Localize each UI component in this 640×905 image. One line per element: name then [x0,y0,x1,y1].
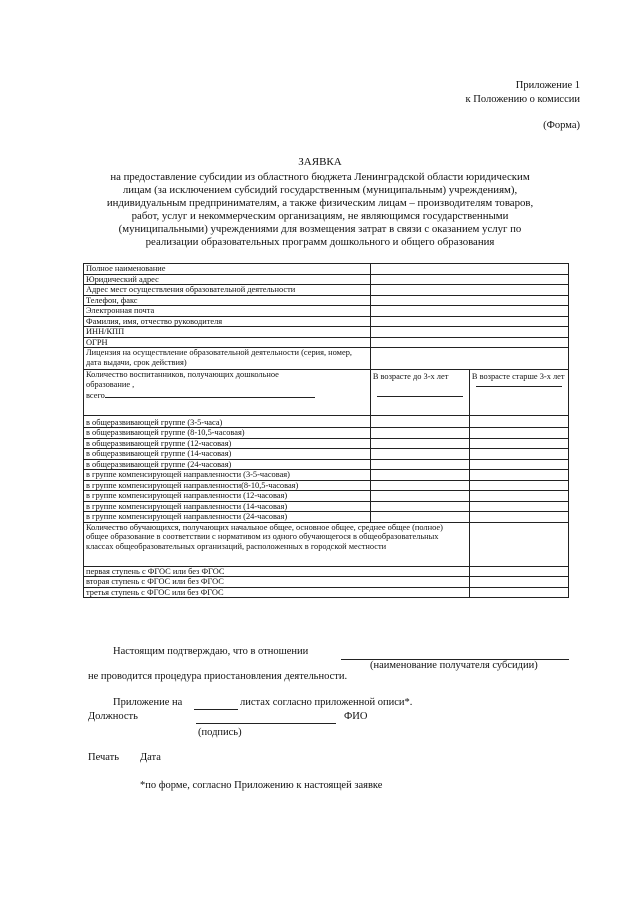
pupils-label-line: образование , [86,379,135,389]
row-label: Полное наименование [84,264,371,275]
table-row [84,348,569,370]
subtitle-line: (муниципальными) учреждениями для возмещения затрат в связи с оказанием услуг по [118,223,522,235]
regulation-reference: к Положению о комиссии [465,94,580,105]
row-label: Электронная почта [84,306,371,317]
value-cell[interactable] [469,449,568,460]
value-cell[interactable] [370,264,568,275]
group-label: в общеразвивающей группе (3-5-часа) [84,416,371,428]
signature-caption: (подпись) [198,727,242,738]
table-row-students [84,522,569,566]
appendix-number: Приложение 1 [515,80,580,91]
form-label: (Форма) [543,120,580,131]
value-cell[interactable] [469,501,568,512]
group-label: в группе компенсирующей направленности(8-10,5-часовая) [84,480,371,491]
application-form-table [83,263,569,598]
signature-line[interactable] [196,723,336,724]
table-row [84,587,569,598]
no-suspension-text: не проводится процедура приостановления деятельности. [88,671,348,682]
value-cell[interactable] [370,449,469,460]
table-row-pupils-header [84,370,569,416]
pupils-total-label: всего [86,391,105,400]
value-cell[interactable] [469,438,568,449]
value-cell[interactable] [469,566,568,577]
value-cell[interactable] [370,428,469,439]
table-row [84,438,569,449]
stage-label: первая ступень с ФГОС или без ФГОС [84,566,470,577]
value-cell[interactable] [370,316,568,327]
subtitle-line: лицам (за исключением субсидий государственным (муниципальным) учреждениям), [122,184,518,196]
value-cell[interactable] [469,416,568,428]
table-row [84,566,569,577]
value-cell[interactable] [370,438,469,449]
value-cell[interactable] [469,491,568,502]
sheets-count-line[interactable] [194,709,238,710]
value-cell[interactable] [469,470,568,481]
group-label: в общеразвивающей группе (14-часовая) [84,449,371,460]
value-cell[interactable] [469,522,568,566]
confirm-text: Настоящим подтверждаю, что в отношении [113,646,309,657]
position-label: Должность [88,711,138,722]
subtitle-line: реализации образовательных программ дошкольного и общего образования [145,236,495,248]
value-cell[interactable] [370,459,469,470]
students-label: Количество обучающихся, получающих начальное общее, основное общее, среднее общее (полное) общее образование в соответствии с нормативом из одного обучающегося в общеобразовательных классах общеобразовательных организаций, расположенных в городской местности [84,522,470,566]
date-label: Дата [140,752,161,763]
table-row [84,264,569,275]
value-cell[interactable] [469,587,568,598]
value-cell[interactable] [469,459,568,470]
row-label: Адрес мест осуществления образовательной деятельности [84,285,371,296]
value-cell[interactable] [370,285,568,296]
value-cell[interactable] [469,428,568,439]
value-cell[interactable] [370,306,568,317]
age-under3-header: В возрасте до 3-х лет [370,370,469,416]
value-cell[interactable] [370,274,568,285]
recipient-name-caption: (наименование получателя субсидии) [370,660,538,671]
pupils-total-line[interactable] [105,389,315,398]
table-row [84,285,569,296]
pupils-total-row [86,389,368,401]
table-row [84,491,569,502]
value-cell[interactable] [370,491,469,502]
value-cell[interactable] [469,577,568,588]
table-row [84,327,569,338]
subtitle-line: работ, услуг и некоммерческим организациям, не являющимся государственными [131,210,509,222]
row-label: Телефон, факс [84,295,371,306]
value-cell[interactable] [370,480,469,491]
row-label: Юридический адрес [84,274,371,285]
value-cell[interactable] [370,512,469,523]
table-row [84,337,569,348]
value-cell[interactable] [469,480,568,491]
group-label: в общеразвивающей группе (24-часовая) [84,459,371,470]
table-row [84,316,569,327]
value-cell[interactable] [469,512,568,523]
table-row [84,512,569,523]
value-cell[interactable] [370,416,469,428]
group-label: в группе компенсирующей направленности (3-5-часовая) [84,470,371,481]
table-row [84,577,569,588]
stage-label: третья ступень с ФГОС или без ФГОС [84,587,470,598]
table-row [84,449,569,460]
table-row [84,459,569,470]
subtitle-line: на предоставление субсидии из областного бюджета Ленинградской области юридическим [110,171,530,183]
attachment-prefix: Приложение на [113,697,183,708]
table-row [84,470,569,481]
age-over3-header: В возрасте старше 3-х лет [469,370,568,416]
document-title: ЗАЯВКА [298,156,342,168]
table-row [84,428,569,439]
table-row [84,295,569,306]
group-label: в группе компенсирующей направленности (24-часовая) [84,512,371,523]
group-label: в группе компенсирующей направленности (12-часовая) [84,491,371,502]
footnote: *по форме, согласно Приложению к настоящей заявке [140,780,383,791]
value-cell[interactable] [370,470,469,481]
group-label: в общеразвивающей группе (8-10,5-часовая) [84,428,371,439]
pupils-label-line: Количество воспитанников, получающих дошкольное [86,370,279,379]
table-row [84,501,569,512]
value-cell[interactable] [370,337,568,348]
stage-label: вторая ступень с ФГОС или без ФГОС [84,577,470,588]
table-row [84,274,569,285]
group-label: в общеразвивающей группе (12-часовая) [84,438,371,449]
row-label [84,370,371,416]
group-label: в группе компенсирующей направленности (14-часовая) [84,501,371,512]
value-cell[interactable] [370,327,568,338]
fio-label: ФИО [344,711,368,722]
row-label: Лицензия на осуществление образовательной деятельности (серия, номер, дата выдачи, срок действия) [84,348,371,370]
value-cell[interactable] [370,348,568,370]
row-label: Фамилия, имя, отчество руководителя [84,316,371,327]
row-label: ИНН/КПП [84,327,371,338]
table-row [84,416,569,428]
stamp-label: Печать [88,752,120,763]
value-cell[interactable] [370,501,469,512]
table-row [84,306,569,317]
attachment-suffix: листах согласно приложенной описи*. [240,697,413,708]
value-cell[interactable] [370,295,568,306]
row-label: ОГРН [84,337,371,348]
table-row [84,480,569,491]
subtitle-line: индивидуальным предпринимателям, а также физическим лицам – производителям товаров, [106,197,534,209]
